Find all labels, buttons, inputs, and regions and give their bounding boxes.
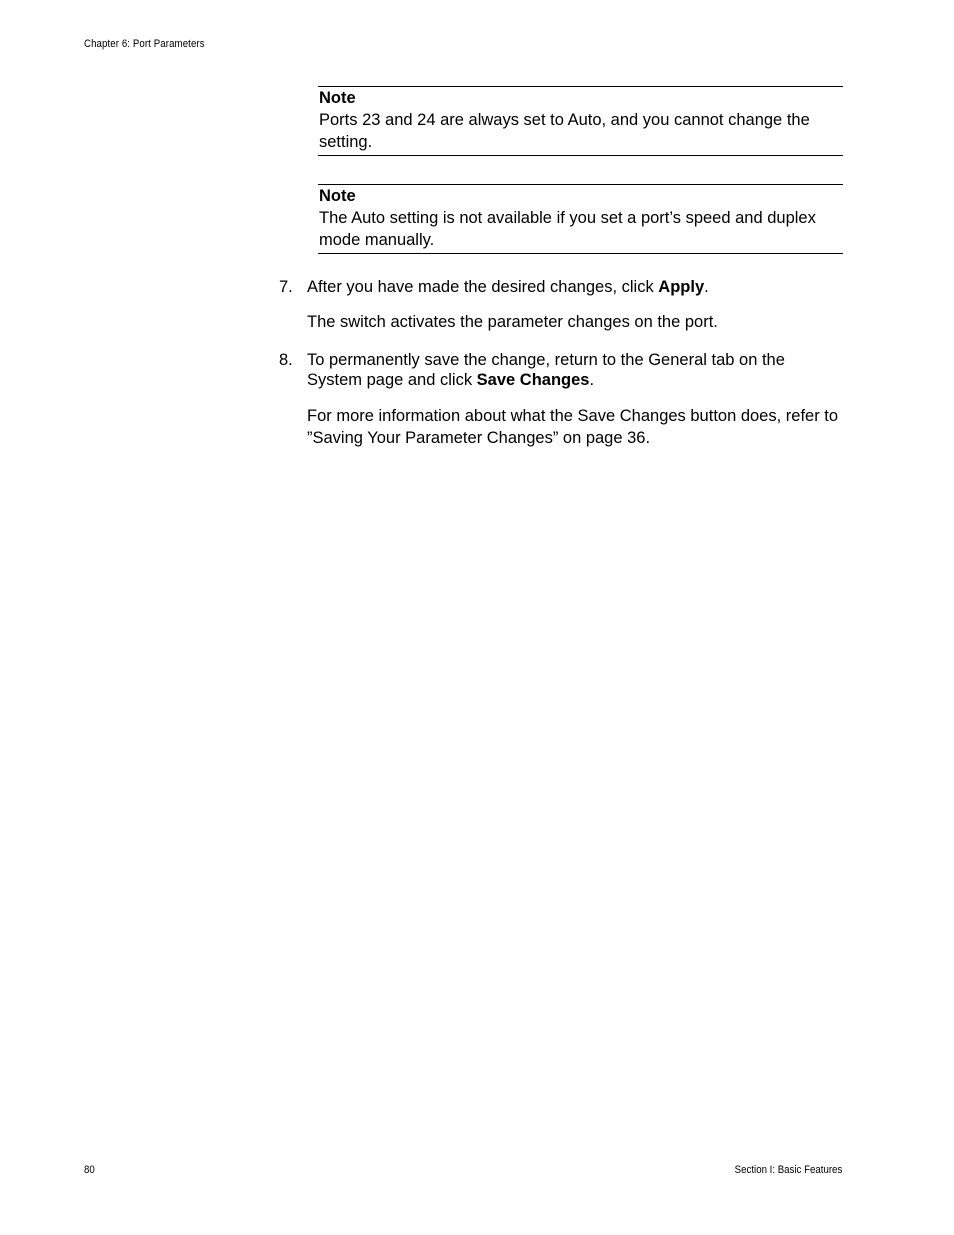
- page-number: 80: [84, 1164, 95, 1176]
- step-text: [307, 277, 842, 297]
- note-title: Note: [319, 187, 356, 205]
- apply-term: Apply: [658, 278, 705, 296]
- note-title: Note: [319, 89, 356, 107]
- step-text: [307, 350, 842, 390]
- running-header: Chapter 6: Port Parameters: [84, 38, 205, 50]
- note-box: [318, 184, 843, 254]
- step-text-end: .: [589, 371, 595, 389]
- step-text-end: .: [704, 278, 709, 296]
- step-text-start: To permanently save the change, return to the General tab on the System page and click: [307, 351, 785, 389]
- step-8-info: For more information about what the Save Changes button does, refer to ”Saving Your Parameter Changes” on page 36.: [307, 407, 839, 447]
- note-body: The Auto setting is not available if you set a port’s speed and duplex mode manually.: [319, 209, 816, 249]
- step-text-start: After you have made the desired changes, click: [307, 278, 659, 296]
- note-body: Ports 23 and 24 are always set to Auto, and you cannot change the setting.: [319, 111, 810, 151]
- note-box: [318, 86, 843, 156]
- step-7-result: The switch activates the parameter changes on the port.: [307, 313, 718, 331]
- save-changes-term: Save Changes: [476, 371, 590, 389]
- step-number: 7.: [279, 278, 293, 296]
- step-number: 8.: [279, 351, 293, 369]
- section-footer: Section I: Basic Features: [734, 1164, 842, 1176]
